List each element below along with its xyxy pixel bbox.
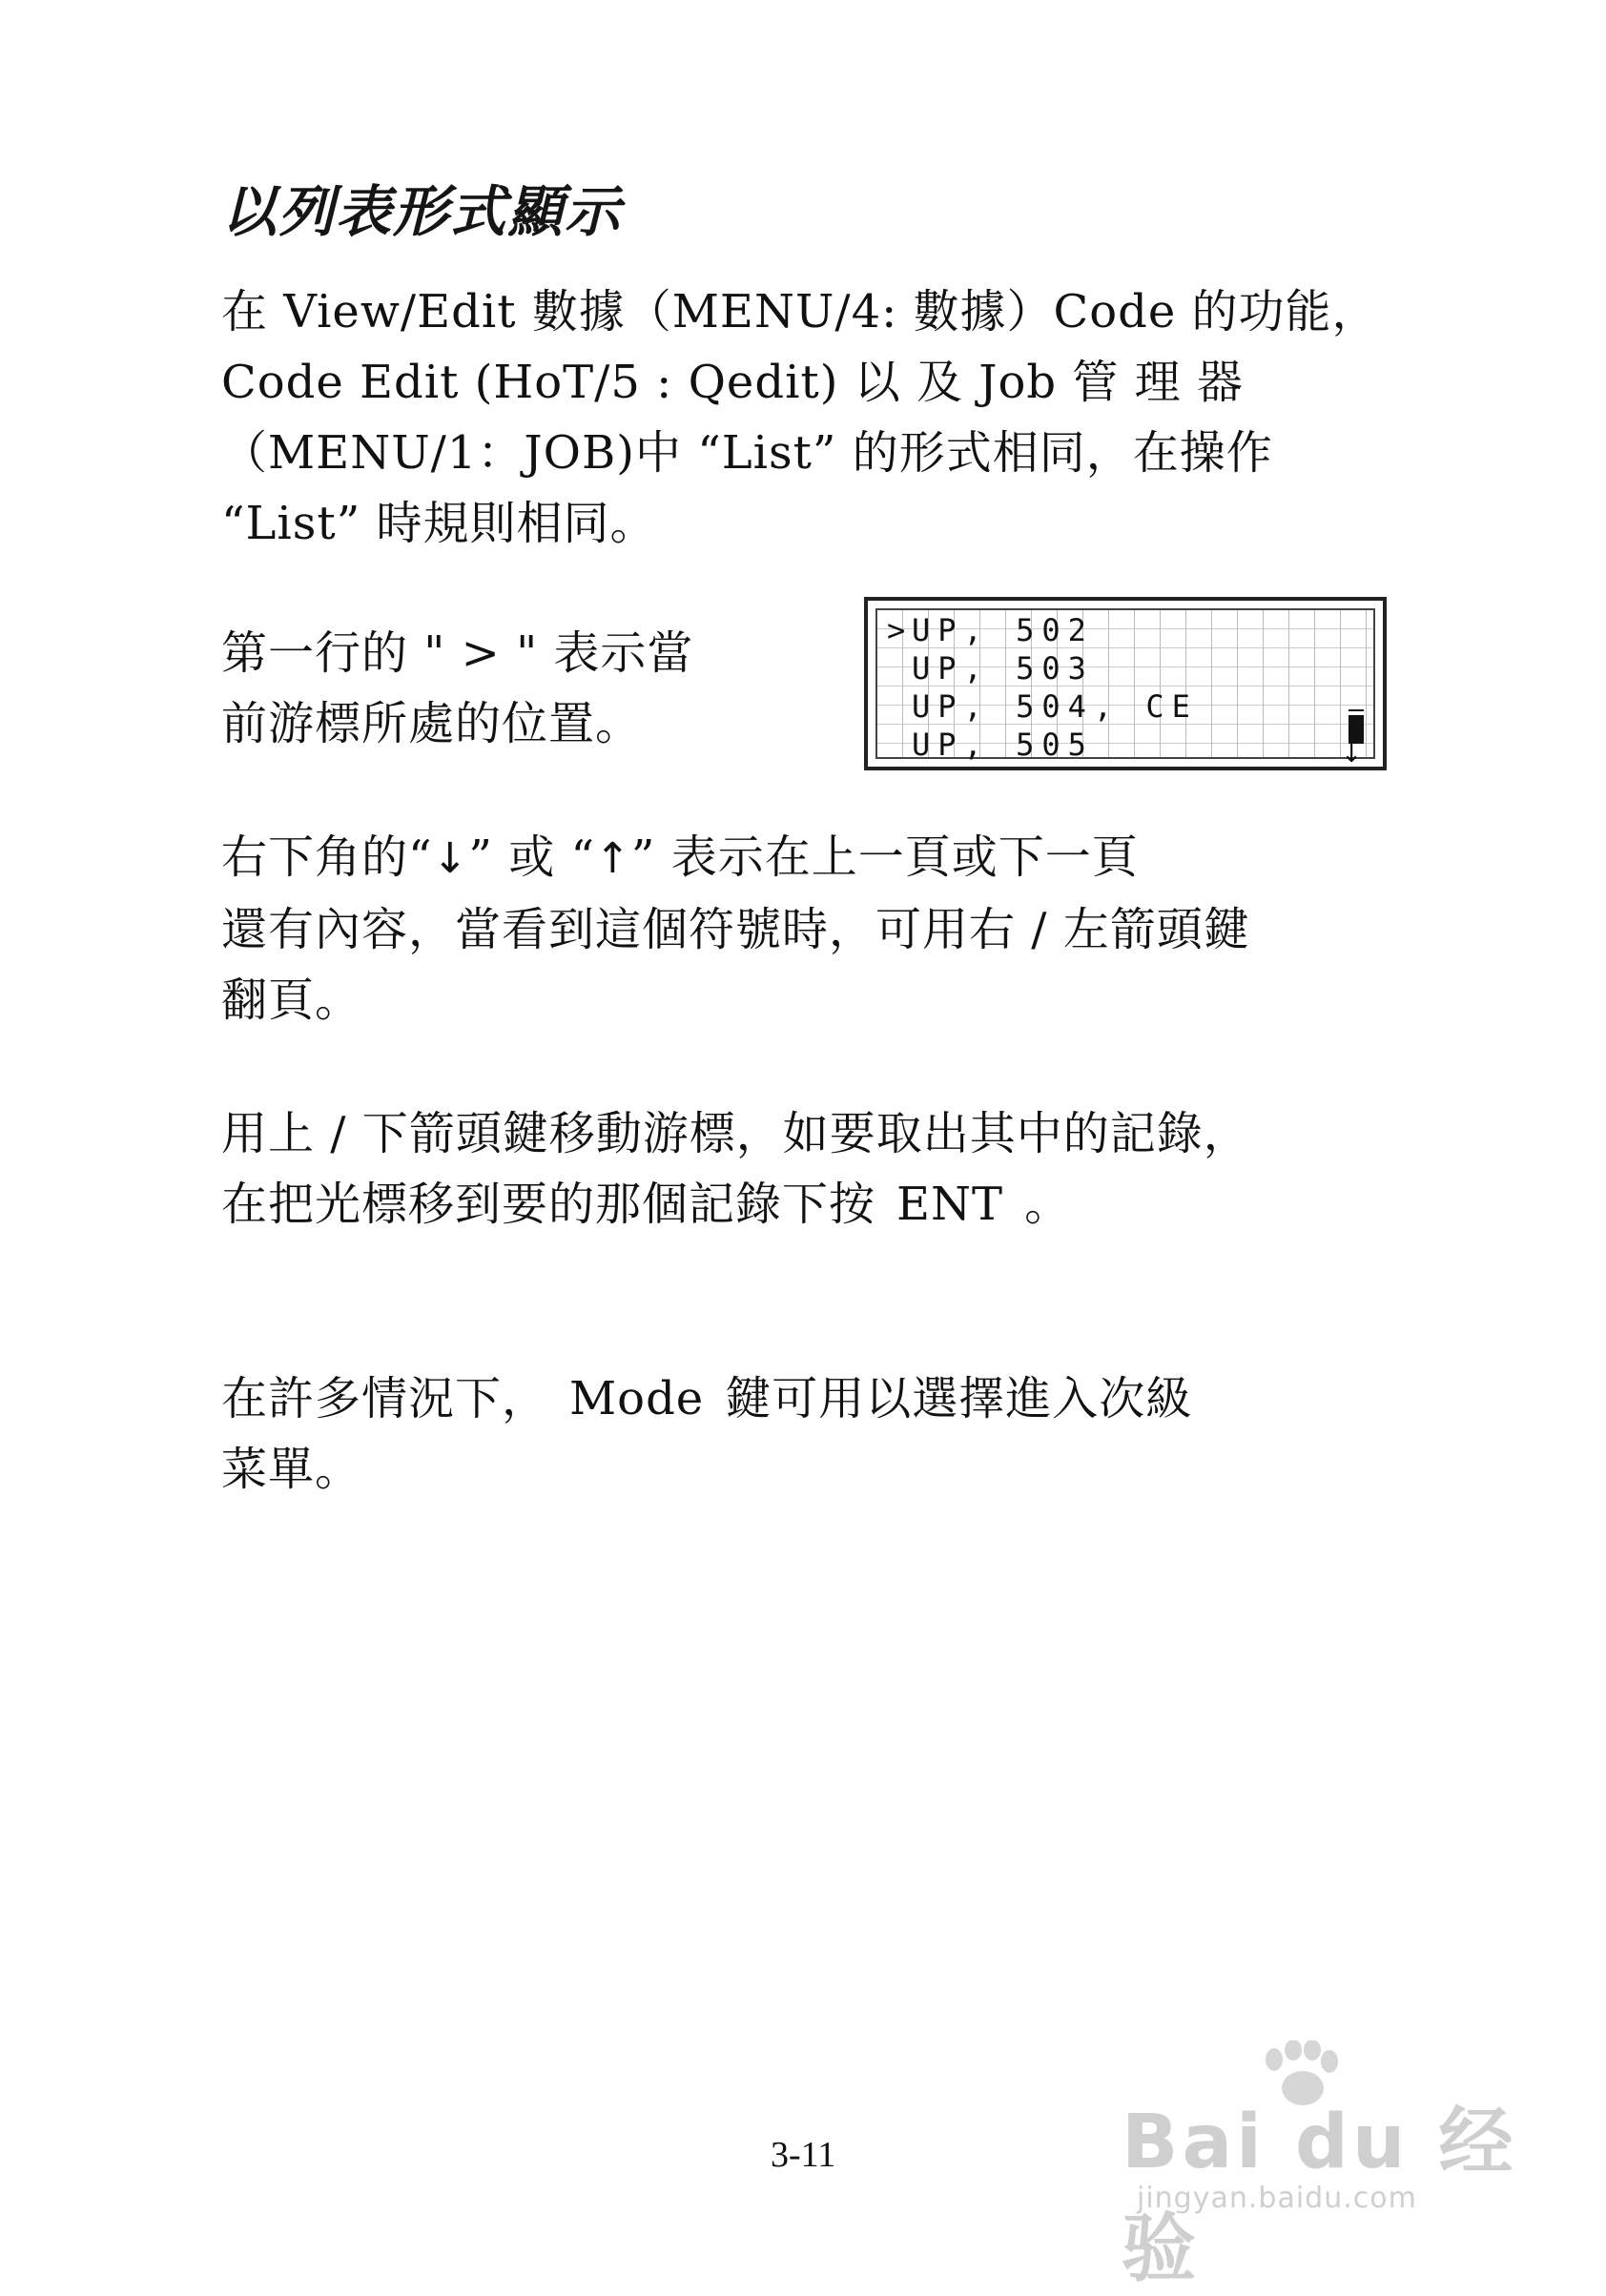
lcd-row-text: UP, 503 (912, 650, 1094, 687)
text-fragment: 右下角的“ (221, 830, 433, 884)
text-line: 還有內容，當看到這個符號時，可用右 / 左箭頭鍵 (221, 903, 1250, 956)
lcd-row (887, 688, 1198, 725)
page-number: 3-11 (771, 2135, 836, 2175)
lcd-row (887, 650, 1094, 687)
lcd-list-screen (864, 597, 1387, 770)
text-line (221, 822, 1394, 894)
ent-key-label: ENT (896, 1178, 1004, 1231)
lcd-row-text: UP, 502 (912, 612, 1094, 648)
text-line: （MENU/1：JOB)中 “List” 的形式相同，在操作 (221, 426, 1273, 480)
text-line: 用上 / 下箭頭鍵移動游標，如要取出其中的記錄， (221, 1107, 1250, 1160)
watermark-url: jingyan.baidu.com (1137, 2182, 1417, 2215)
text-fragment: ” 表示在上一頁或下一頁 (630, 830, 1139, 884)
cursor-paragraph (221, 618, 774, 759)
lcd-cursor: > (887, 612, 906, 648)
text-fragment: 鍵可用以選擇進入次級 (725, 1372, 1193, 1425)
scroll-down-arrow-icon: ↓ (1341, 740, 1362, 769)
text-line: 菜單。 (221, 1443, 362, 1496)
text-fragment: 在許多情況下， (221, 1372, 549, 1425)
text-line: Code Edit (HoT/5 : Qedit) 以 及 Job 管 理 器 (221, 356, 1244, 409)
page-arrow-paragraph (221, 822, 1394, 1035)
cursor-move-paragraph (221, 1098, 1394, 1240)
lcd-row-text: UP, 505 (912, 727, 1094, 763)
text-line: 前游標所處的位置。 (221, 697, 643, 750)
text-line: 在 View/Edit 數據（MENU/4: 數據）Code 的功能， (221, 285, 1379, 338)
text-fragment: 在把光標移到要的那個記錄下按 (221, 1178, 876, 1231)
text-line: 翻頁。 (221, 974, 362, 1027)
mode-key-paragraph (221, 1363, 1394, 1505)
lcd-row (887, 727, 1094, 763)
lcd-row (887, 612, 1094, 648)
text-line (221, 1169, 1394, 1240)
text-line (221, 1363, 1394, 1434)
text-fragment: ” 或 “ (468, 830, 596, 884)
lcd-row-text: UP, 504, CE (912, 688, 1198, 725)
baidu-watermark (1116, 2040, 1526, 2292)
up-arrow-icon: ↑ (595, 834, 631, 883)
text-line: “List” 時規則相同。 (221, 497, 657, 550)
page-title: 以列表形式顯示 (221, 178, 623, 244)
battery-icon (1349, 711, 1364, 744)
text-line: 第一行的 " > " 表示當 (221, 626, 694, 680)
watermark-brand: Bai du 经验 (1122, 2100, 1517, 2292)
lcd-pixel-grid (875, 608, 1375, 769)
down-arrow-icon: ↓ (432, 834, 469, 883)
mode-key-label: Mode (569, 1372, 705, 1425)
intro-paragraph (221, 277, 1394, 559)
text-fragment: 。 (1024, 1178, 1072, 1231)
